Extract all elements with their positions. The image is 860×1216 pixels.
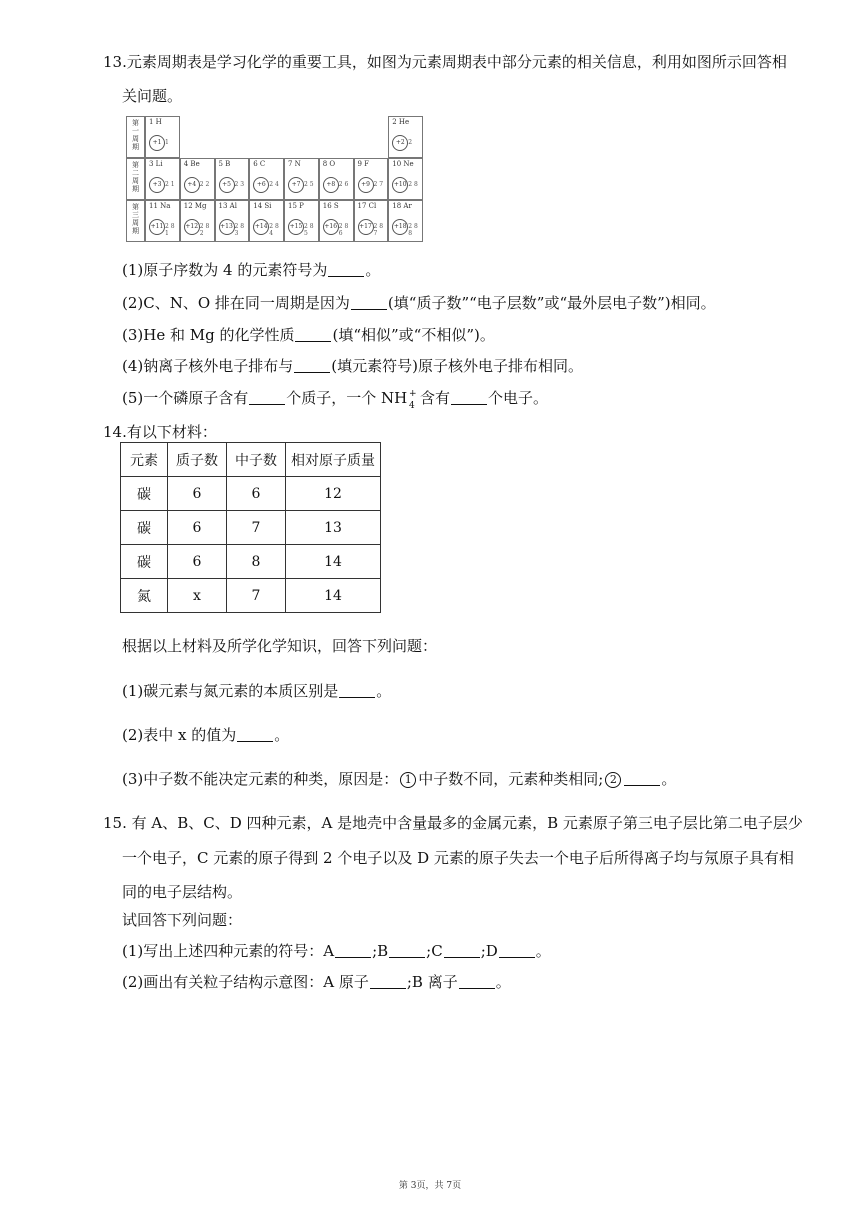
element-symbol: 17 Cl [357, 202, 377, 210]
element-symbol: 9 F [357, 160, 370, 168]
q13-stem-line1: 13.元素周期表是学习化学的重要工具，如图为元素周期表中部分元素的相关信息，利用如图所示回答相 [103, 53, 787, 71]
answer-blank [294, 358, 330, 373]
table-header: 相对原子质量 [286, 443, 381, 477]
electron-shells: 2 7 [373, 181, 384, 188]
element-symbol: 18 Ar [392, 202, 412, 210]
nucleus-charge: +12 [184, 219, 200, 235]
page-footer: 第 3页，共 7页 [398, 1181, 462, 1191]
answer-blank [328, 262, 364, 277]
element-cell [319, 158, 354, 200]
element-symbol: 3 Li [149, 160, 163, 168]
q13-sub4-text: (4)钠离子核外电子排布与 [122, 357, 294, 375]
electron-shells: 2 8 5 [304, 223, 314, 237]
table-cell: 6 [168, 477, 227, 511]
q14-sub2: (2)表中 x 的值为 。 [122, 726, 290, 744]
table-cell: 碳 [121, 477, 168, 511]
q14-sub1: (1)碳元素与氮元素的本质区别是 。 [122, 682, 392, 700]
element-symbol: 11 Na [149, 202, 171, 210]
nucleus-charge: +4 [184, 177, 200, 193]
q13-stem-line2: 关问题。 [122, 87, 183, 105]
q13-sub5-text: (5)一个磷原子含有 [122, 389, 249, 407]
electron-shells: 2 8 8 [408, 223, 418, 237]
table-cell: 12 [286, 477, 381, 511]
q13-sub1-text: (1)原子序数为 4 的元素符号为 [122, 261, 328, 279]
q15-line4: 试回答下列问题： [122, 911, 243, 929]
element-cell [145, 116, 180, 158]
q15-sub1: (1)写出上述四种元素的符号：A ;B ;C ;D 。 [122, 942, 551, 960]
table-cell: 6 [168, 545, 227, 579]
table-cell: 6 [227, 477, 286, 511]
element-symbol: 12 Mg [183, 202, 207, 210]
electron-shells: 2 [408, 139, 413, 146]
element-cell [388, 158, 423, 200]
table-cell: x [168, 579, 227, 613]
table-cell: 8 [227, 545, 286, 579]
isotope-table [120, 442, 381, 613]
element-cell [354, 200, 389, 242]
answer-blank [370, 974, 406, 989]
table-cell: 13 [286, 511, 381, 545]
q13-sub2: (2)C、N、O 排在同一周期是因为 (填“质子数”“电子层数”或“最外层电子数”)相同。 [122, 294, 716, 312]
element-cell [388, 200, 423, 242]
q13-sub3: (3)He 和 Mg 的化学性质 (填“相似”或“不相似”)。 [122, 326, 495, 344]
q13-sub2-text: (2)C、N、O 排在同一周期是因为 [122, 294, 350, 312]
circled-number: 1 [400, 772, 416, 788]
q15-line2: 一个电子，C 元素的原子得到 2 个电子以及 D 元素的原子失去一个电子后所得离子均与氖原子具有相 [122, 849, 794, 867]
table-header-row [121, 443, 381, 477]
electron-shells: 2 5 [304, 181, 314, 188]
q14-stem: 14.有以下材料： [103, 423, 217, 441]
answer-blank [459, 974, 495, 989]
answer-blank [444, 943, 480, 958]
element-cell [319, 200, 354, 242]
table-cell: 7 [227, 579, 286, 613]
electron-shells: 2 8 3 [234, 223, 245, 237]
q13-sub3-text: (3)He 和 Mg 的化学性质 [122, 326, 295, 344]
element-symbol: 8 O [322, 160, 336, 168]
electron-shells: 2 3 [234, 181, 245, 188]
q15-line1: 15. 有 A、B、C、D 四种元素，A 是地壳中含量最多的金属元素，B 元素原子第三电子层比第二电子层少 [103, 814, 803, 832]
table-cell: 氮 [121, 579, 168, 613]
element-symbol: 10 Ne [392, 160, 414, 168]
element-symbol: 7 N [288, 160, 301, 168]
element-cell [215, 200, 250, 242]
table-header: 中子数 [227, 443, 286, 477]
q13-sub5: (5)一个磷原子含有 个质子，一个 NH + 4 含有 个电子。 [122, 389, 549, 411]
electron-shells: 2 8 2 [199, 223, 210, 237]
nucleus-charge: +16 [323, 219, 339, 235]
nucleus-charge: +13 [219, 219, 235, 235]
element-symbol: 16 S [322, 202, 339, 210]
answer-blank [451, 390, 487, 405]
answer-blank [624, 771, 660, 786]
element-cell [284, 158, 319, 200]
periodic-table-figure [126, 116, 423, 242]
electron-shells: 2 8 [408, 181, 418, 188]
nucleus-charge: +17 [358, 219, 374, 235]
ammonium-ion: NH + 4 [381, 389, 417, 411]
answer-blank [295, 327, 331, 342]
table-row [121, 579, 381, 613]
nucleus-charge: +11 [149, 219, 165, 235]
answer-blank [249, 390, 285, 405]
element-cell [354, 158, 389, 200]
nucleus-charge: +7 [288, 177, 304, 193]
element-cell [180, 158, 215, 200]
q13-sub4: (4)钠离子核外电子排布与 (填元素符号)原子核外电子排布相同。 [122, 357, 583, 375]
element-cell [284, 200, 319, 242]
nucleus-charge: +8 [323, 177, 339, 193]
table-cell: 14 [286, 545, 381, 579]
element-cell [249, 200, 284, 242]
nucleus-charge: +14 [253, 219, 269, 235]
element-cell [145, 200, 180, 242]
table-cell: 7 [227, 511, 286, 545]
q13-sub1: (1)原子序数为 4 的元素符号为 。 [122, 261, 381, 279]
table-cell: 碳 [121, 511, 168, 545]
element-symbol: 2 He [392, 118, 410, 126]
element-cell [249, 158, 284, 200]
element-symbol: 4 Be [183, 160, 200, 168]
q15-line3: 同的电子层结构。 [122, 883, 243, 901]
electron-shells: 2 1 [165, 181, 175, 188]
nucleus-charge: +10 [392, 177, 408, 193]
element-cell [180, 200, 215, 242]
q14-sub3: (3)中子数不能决定元素的种类，原因是： 1 中子数不同，元素种类相同; 2 。 [122, 770, 677, 788]
element-cell [388, 116, 423, 158]
nucleus-charge: +1 [149, 135, 165, 151]
table-cell: 14 [286, 579, 381, 613]
electron-shells: 2 6 [338, 181, 349, 188]
answer-blank [237, 727, 273, 742]
nucleus-charge: +3 [149, 177, 165, 193]
element-cell [215, 158, 250, 200]
nucleus-charge: +9 [358, 177, 374, 193]
nucleus-charge: +18 [392, 219, 408, 235]
electron-shells: 2 8 7 [373, 223, 384, 237]
table-row [121, 545, 381, 579]
nucleus-charge: +6 [253, 177, 269, 193]
period-label: 第一周期 [126, 116, 145, 158]
table-cell: 6 [168, 511, 227, 545]
table-cell: 碳 [121, 545, 168, 579]
nucleus-charge: +2 [392, 135, 408, 151]
electron-shells: 1 [165, 139, 169, 146]
q14-intro: 根据以上材料及所学化学知识，回答下列问题： [122, 637, 438, 655]
element-symbol: 5 B [218, 160, 231, 168]
answer-blank [499, 943, 535, 958]
element-cell [145, 158, 180, 200]
q15-sub2: (2)画出有关粒子结构示意图：A 原子 ;B 离子 。 [122, 973, 511, 991]
period-label: 第二周期 [126, 158, 145, 200]
table-row [121, 477, 381, 511]
element-symbol: 13 Al [218, 202, 237, 210]
table-header: 质子数 [168, 443, 227, 477]
period-label: 第三周期 [126, 200, 145, 242]
answer-blank [335, 943, 371, 958]
electron-shells: 2 4 [269, 181, 279, 188]
table-header: 元素 [121, 443, 168, 477]
electron-shells: 2 8 6 [338, 223, 349, 237]
answer-blank [351, 295, 387, 310]
element-symbol: 14 Si [253, 202, 272, 210]
circled-number: 2 [605, 772, 621, 788]
element-symbol: 1 H [149, 118, 162, 126]
nucleus-charge: +5 [219, 177, 235, 193]
electron-shells: 2 8 4 [269, 223, 279, 237]
element-symbol: 15 P [288, 202, 304, 210]
answer-blank [339, 683, 375, 698]
table-row [121, 511, 381, 545]
electron-shells: 2 8 1 [165, 223, 175, 237]
element-symbol: 6 C [253, 160, 266, 168]
nucleus-charge: +15 [288, 219, 304, 235]
electron-shells: 2 2 [199, 181, 210, 188]
answer-blank [389, 943, 425, 958]
